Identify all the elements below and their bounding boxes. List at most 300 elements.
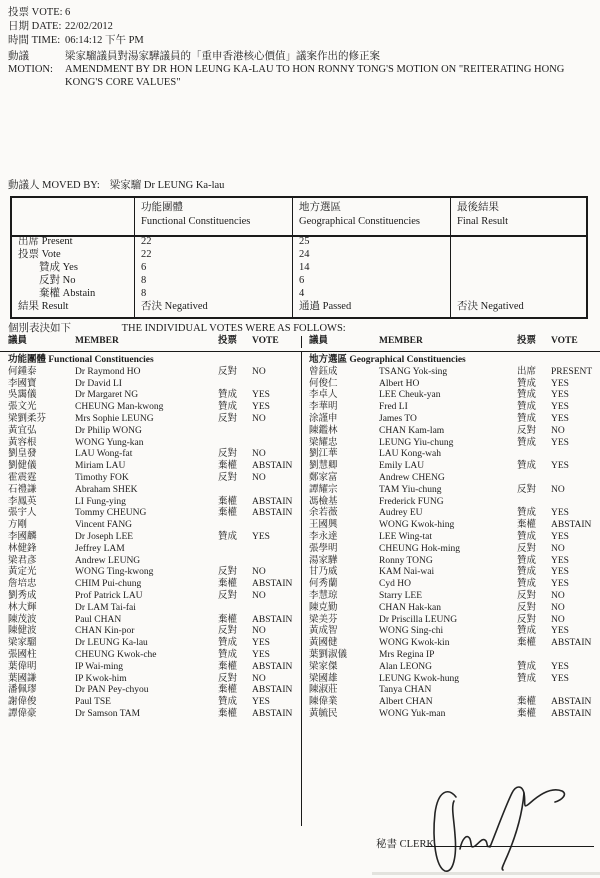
member-name-en: Mrs Regina IP — [379, 649, 435, 660]
member-name-en: James TO — [379, 413, 417, 424]
member-vote-zh: 反對 — [218, 472, 238, 483]
member-vote-en — [551, 650, 600, 662]
member-name-en: KAM Nai-wai — [379, 567, 435, 578]
member-name-en: Dr Samson TAM — [75, 708, 141, 719]
member-name-en: Abraham SHEK — [75, 484, 138, 495]
member-vote-zh: 棄權 — [218, 661, 238, 672]
vote-number-value: 6 — [65, 7, 71, 18]
member-vote-en: YES — [252, 531, 270, 542]
member-vote-zh: 贊成 — [517, 661, 537, 672]
member-name-en: CHIM Pui-chung — [75, 579, 142, 590]
member-vote-zh: 棄權 — [218, 461, 238, 472]
summary-fc-value: 8 — [141, 275, 147, 286]
summary-fc-column — [134, 198, 292, 317]
member-name-en: Prof Patrick LAU — [75, 590, 143, 601]
member-name-zh: 何秀蘭 — [309, 579, 338, 590]
member-name-en: Alan LEONG — [379, 661, 433, 672]
member-vote-row — [8, 402, 301, 414]
member-vote-row — [309, 603, 600, 615]
member-vote-en: NO — [252, 449, 266, 460]
motion-text — [65, 50, 592, 89]
member-vote-row — [309, 367, 600, 379]
member-name-en: Paul TSE — [75, 697, 111, 708]
member-vote-zh — [517, 473, 551, 485]
votes-body — [0, 352, 600, 826]
member-vote-zh — [517, 497, 551, 509]
member-vote-en — [252, 485, 301, 497]
member-name-zh: 梁美芬 — [309, 614, 338, 625]
motion-block — [8, 50, 592, 89]
member-name-en: TAM Yiu-chung — [379, 484, 442, 495]
member-vote-en: ABSTAIN — [551, 638, 592, 649]
member-vote-row — [8, 473, 301, 485]
member-vote-row — [8, 591, 301, 603]
summary-gc-header-en: Geographical Constituencies — [299, 216, 421, 227]
member-name-zh: 李卓人 — [309, 390, 338, 401]
member-name-zh: 霍震霆 — [8, 472, 37, 483]
member-vote-zh: 反對 — [218, 673, 238, 684]
member-vote-row — [309, 426, 600, 438]
member-vote-en — [252, 520, 301, 532]
member-vote-en — [551, 497, 600, 509]
member-name-zh: 陳鑑林 — [309, 425, 338, 436]
member-name-en: WONG Yuk-man — [379, 708, 446, 719]
member-vote-en: NO — [551, 590, 565, 601]
member-name-zh: 涂謹申 — [309, 413, 338, 424]
member-vote-zh — [218, 544, 252, 556]
member-name-zh: 劉慧卿 — [309, 461, 338, 472]
member-vote-row — [8, 379, 301, 391]
member-vote-row — [8, 426, 301, 438]
member-name-zh: 詹培忠 — [8, 579, 37, 590]
member-vote-row — [8, 390, 301, 402]
member-vote-en — [252, 556, 301, 568]
summary-final-value — [451, 248, 586, 261]
scan-edge-artifact — [372, 872, 600, 875]
member-vote-en — [252, 426, 301, 438]
member-name-en: Audrey EU — [379, 508, 423, 519]
individual-heading-zh: 個別表決如下 — [8, 323, 71, 334]
member-vote-en: YES — [551, 413, 569, 424]
member-vote-en: YES — [252, 390, 270, 401]
mover-name: 梁家騮 Dr LEUNG Ka-lau — [109, 180, 225, 191]
member-name-zh: 張學明 — [309, 543, 338, 554]
member-vote-en: NO — [551, 484, 565, 495]
member-vote-en: ABSTAIN — [252, 496, 293, 507]
member-vote-row — [309, 402, 600, 414]
member-name-zh: 梁家傑 — [309, 661, 338, 672]
member-vote-en: ABSTAIN — [252, 508, 293, 519]
summary-header-separator — [12, 235, 586, 237]
member-vote-en: NO — [252, 673, 266, 684]
member-name-zh: 陳茂波 — [8, 614, 37, 625]
member-name-en: Starry LEE — [379, 590, 423, 601]
member-vote-zh: 棄權 — [218, 708, 238, 719]
member-vote-zh: 棄權 — [218, 685, 238, 696]
member-name-en: Dr Raymond HO — [75, 366, 141, 377]
member-name-en: CHAN Kin-por — [75, 626, 135, 637]
member-vote-zh: 棄權 — [517, 697, 537, 708]
member-vote-zh: 贊成 — [517, 531, 537, 542]
member-vote-zh — [218, 556, 252, 568]
member-vote-row — [8, 497, 301, 509]
member-vote-zh: 贊成 — [517, 413, 537, 424]
member-vote-zh: 反對 — [517, 614, 537, 625]
member-name-en: Tommy CHEUNG — [75, 508, 147, 519]
votes-column-headers — [0, 336, 600, 352]
member-vote-row — [8, 485, 301, 497]
summary-final-value — [451, 274, 586, 287]
member-name-zh: 潘佩璆 — [8, 685, 37, 696]
member-vote-en: NO — [252, 567, 266, 578]
col-member-zh: 議員 — [309, 336, 329, 346]
summary-fc-value: 8 — [141, 288, 147, 299]
member-name-zh: 陳淑莊 — [309, 685, 338, 696]
member-vote-row — [309, 662, 600, 674]
member-vote-en — [551, 449, 600, 461]
member-vote-en: YES — [551, 461, 569, 472]
member-vote-zh: 棄權 — [218, 579, 238, 590]
member-vote-en: YES — [551, 567, 569, 578]
member-name-zh: 李華明 — [309, 402, 338, 413]
member-vote-zh: 反對 — [218, 449, 238, 460]
member-vote-row — [8, 626, 301, 638]
member-name-zh: 劉江華 — [309, 449, 338, 460]
member-vote-en: YES — [551, 378, 569, 389]
member-vote-row — [8, 603, 301, 615]
member-vote-en: ABSTAIN — [252, 708, 293, 719]
member-name-en: Dr LEUNG Ka-lau — [75, 638, 148, 649]
member-vote-zh: 贊成 — [517, 567, 537, 578]
member-name-zh: 張文光 — [8, 402, 37, 413]
summary-row-label: 出席 Present — [18, 236, 73, 247]
member-name-en: Albert HO — [379, 378, 420, 389]
individual-votes-heading — [8, 320, 346, 335]
member-vote-zh: 反對 — [218, 590, 238, 601]
member-vote-en: ABSTAIN — [551, 520, 592, 531]
member-vote-row — [8, 520, 301, 532]
summary-fc-value: 22 — [141, 236, 152, 247]
member-vote-en: YES — [252, 638, 270, 649]
member-vote-zh — [218, 438, 252, 450]
member-name-en: Ronny TONG — [379, 555, 433, 566]
summary-gc-header-zh: 地方選區 — [299, 202, 341, 213]
summary-row-labels-column — [12, 198, 134, 317]
member-name-en: Andrew CHENG — [379, 472, 445, 483]
member-name-zh: 張國柱 — [8, 649, 37, 660]
member-vote-zh: 反對 — [218, 366, 238, 377]
member-vote-en: NO — [551, 425, 565, 436]
summary-final-value — [451, 287, 586, 300]
member-name-en: Dr David LI — [75, 378, 122, 389]
member-vote-zh: 贊成 — [517, 555, 537, 566]
member-name-zh: 劉健儀 — [8, 461, 37, 472]
member-name-zh: 李國寶 — [8, 378, 37, 389]
member-name-zh: 黃成智 — [309, 626, 338, 637]
member-name-zh: 陳克勤 — [309, 602, 338, 613]
member-vote-row — [8, 438, 301, 450]
member-name-zh: 王國興 — [309, 520, 338, 531]
member-vote-zh: 贊成 — [218, 638, 238, 649]
member-name-en: CHEUNG Hok-ming — [379, 543, 461, 554]
member-name-en: Dr Joseph LEE — [75, 531, 134, 542]
member-vote-row — [309, 697, 600, 709]
member-vote-row — [8, 579, 301, 591]
member-vote-en: YES — [252, 697, 270, 708]
member-name-en: Frederick FUNG — [379, 496, 444, 507]
summary-row-label: 反對 No — [18, 275, 76, 286]
member-name-en: LEUNG Kwok-hung — [379, 673, 459, 684]
member-name-zh: 石禮謙 — [8, 484, 37, 495]
member-name-zh: 余若薇 — [309, 508, 338, 519]
member-name-zh: 黃定光 — [8, 567, 37, 578]
member-vote-en: NO — [252, 413, 266, 424]
member-name-en: Cyd HO — [379, 579, 411, 590]
member-name-zh: 黃宜弘 — [8, 425, 37, 436]
member-name-en: LEE Wing-tat — [379, 531, 432, 542]
member-vote-zh: 棄權 — [218, 614, 238, 625]
member-vote-row — [8, 414, 301, 426]
member-vote-row — [309, 591, 600, 603]
member-vote-row — [8, 650, 301, 662]
col-member-en: MEMBER — [379, 336, 423, 346]
member-name-zh: 李國麟 — [8, 531, 37, 542]
member-name-en: Fred LI — [379, 402, 408, 413]
member-name-en: TSANG Yok-sing — [379, 366, 448, 377]
member-name-en: WONG Yung-kan — [75, 437, 144, 448]
col-vote-en: VOTE — [551, 336, 578, 346]
member-vote-row — [309, 544, 600, 556]
member-vote-en: NO — [252, 590, 266, 601]
summary-row-label: 結果 Result — [18, 301, 69, 312]
member-name-zh: 葉國謙 — [8, 673, 37, 684]
member-vote-zh — [517, 449, 551, 461]
member-name-en: Miriam LAU — [75, 461, 126, 472]
member-name-en: Andrew LEUNG — [75, 555, 141, 566]
signature-line — [426, 846, 594, 847]
member-name-zh: 謝偉俊 — [8, 697, 37, 708]
member-vote-zh — [517, 685, 551, 697]
member-vote-en: YES — [551, 508, 569, 519]
member-vote-row — [309, 414, 600, 426]
member-vote-en: NO — [551, 543, 565, 554]
member-vote-row — [309, 461, 600, 473]
member-vote-zh: 反對 — [218, 413, 238, 424]
summary-table — [10, 196, 588, 319]
member-vote-zh: 反對 — [218, 567, 238, 578]
member-name-zh: 何鍾泰 — [8, 366, 37, 377]
member-vote-zh: 贊成 — [218, 531, 238, 542]
summary-row-label: 投票 Vote — [18, 249, 61, 260]
member-vote-row — [309, 650, 600, 662]
member-vote-zh: 贊成 — [517, 579, 537, 590]
member-name-en: LAU Kong-wah — [379, 449, 442, 460]
member-vote-en: ABSTAIN — [252, 579, 293, 590]
member-vote-en: ABSTAIN — [252, 461, 293, 472]
member-vote-zh — [218, 603, 252, 615]
col-member-en: MEMBER — [75, 336, 119, 346]
member-vote-en: ABSTAIN — [551, 697, 592, 708]
member-name-en: CHAN Hak-kan — [379, 602, 442, 613]
member-vote-en: YES — [551, 555, 569, 566]
member-name-en: IP Wai-ming — [75, 661, 124, 672]
member-vote-row — [309, 556, 600, 568]
individual-heading-en: THE INDIVIDUAL VOTES WERE AS FOLLOWS: — [121, 323, 346, 334]
member-vote-en: YES — [551, 402, 569, 413]
member-vote-zh: 贊成 — [218, 402, 238, 413]
member-vote-row — [309, 497, 600, 509]
member-name-zh: 譚偉豪 — [8, 708, 37, 719]
member-name-en: WONG Kwok-kin — [379, 638, 450, 649]
member-vote-en: NO — [252, 626, 266, 637]
member-vote-row — [8, 461, 301, 473]
member-name-zh: 李鳳英 — [8, 496, 37, 507]
member-vote-row — [309, 579, 600, 591]
member-vote-zh: 贊成 — [517, 378, 537, 389]
member-name-en: Timothy FOK — [75, 472, 129, 483]
summary-fc-value: 22 — [141, 249, 152, 260]
member-name-zh: 曾鈺成 — [309, 366, 338, 377]
member-vote-zh: 棄權 — [218, 496, 238, 507]
member-name-zh: 陳偉業 — [309, 697, 338, 708]
member-vote-zh: 棄權 — [517, 520, 537, 531]
member-name-en: CHEUNG Kwok-che — [75, 649, 157, 660]
member-vote-zh — [218, 426, 252, 438]
vote-number-label: 投票 VOTE: — [8, 7, 63, 18]
member-name-zh: 黃容根 — [8, 437, 37, 448]
member-vote-row — [309, 674, 600, 686]
member-vote-en: ABSTAIN — [551, 708, 592, 719]
member-vote-row — [309, 449, 600, 461]
member-name-zh: 劉秀成 — [8, 590, 37, 601]
summary-fc-value: 6 — [141, 262, 147, 273]
summary-gc-value: 24 — [299, 249, 310, 260]
member-vote-en: NO — [252, 366, 266, 377]
member-vote-en: YES — [551, 390, 569, 401]
moved-by-line — [8, 177, 224, 192]
member-vote-zh — [517, 650, 551, 662]
member-vote-zh: 出席 — [517, 366, 537, 377]
member-vote-en: YES — [252, 649, 270, 660]
clerk-label: 秘書 CLERK — [376, 839, 435, 850]
member-vote-row — [309, 520, 600, 532]
member-vote-en — [252, 379, 301, 391]
member-vote-row — [309, 390, 600, 402]
col-member-zh: 議員 — [8, 336, 28, 346]
member-vote-row — [8, 508, 301, 520]
member-name-zh: 梁劉柔芬 — [8, 413, 47, 424]
member-vote-en — [252, 603, 301, 615]
member-vote-zh: 贊成 — [517, 626, 537, 637]
member-vote-en — [551, 685, 600, 697]
member-name-zh: 李永達 — [309, 531, 338, 542]
motion-text-zh: 梁家騮議員對湯家驊議員的「重申香港核心價值」議案作出的修正案 — [65, 51, 380, 62]
member-vote-en: ABSTAIN — [252, 685, 293, 696]
member-vote-row — [309, 685, 600, 697]
member-name-en: WONG Sing-chi — [379, 626, 444, 637]
member-vote-en — [252, 544, 301, 556]
clerk-signature — [412, 783, 582, 875]
member-name-en: LAU Wong-fat — [75, 449, 133, 460]
member-name-en: Dr Margaret NG — [75, 390, 139, 401]
summary-fc-header-en: Functional Constituencies — [141, 216, 251, 227]
member-name-zh: 湯家驊 — [309, 555, 338, 566]
summary-fc-header-zh: 功能團體 — [141, 202, 183, 213]
member-name-zh: 張宇人 — [8, 508, 37, 519]
member-name-en: LEUNG Yiu-chung — [379, 437, 454, 448]
motion-label: 動議 MOTION: — [8, 51, 53, 75]
member-name-zh: 方剛 — [8, 520, 28, 531]
member-name-zh: 吳靄儀 — [8, 390, 37, 401]
member-vote-zh: 贊成 — [517, 461, 537, 472]
member-vote-en: YES — [551, 531, 569, 542]
member-vote-row — [8, 449, 301, 461]
member-name-en: Dr Philip WONG — [75, 425, 142, 436]
member-vote-row — [8, 567, 301, 579]
member-vote-zh: 棄權 — [517, 638, 537, 649]
member-vote-row — [309, 485, 600, 497]
member-name-zh: 林健鋒 — [8, 543, 37, 554]
member-vote-row — [309, 508, 600, 520]
member-name-zh: 葉偉明 — [8, 661, 37, 672]
member-name-en: LEE Cheuk-yan — [379, 390, 441, 401]
member-vote-row — [8, 662, 301, 674]
member-vote-zh: 贊成 — [218, 649, 238, 660]
moved-by-label: 動議人 MOVED BY: — [8, 180, 100, 191]
member-name-zh: 黃毓民 — [309, 708, 338, 719]
member-name-zh: 劉皇發 — [8, 449, 37, 460]
member-name-en: IP Kwok-him — [75, 673, 127, 684]
votes-header-right — [302, 336, 600, 348]
date-value: 22/02/2012 — [65, 21, 113, 32]
member-vote-en: YES — [551, 661, 569, 672]
summary-gc-value: 通過 Passed — [299, 301, 352, 312]
member-vote-en: PRESENT — [551, 366, 593, 377]
summary-final-header — [451, 198, 586, 235]
member-name-en: CHAN Kam-lam — [379, 425, 445, 436]
member-name-zh: 林大輝 — [8, 602, 37, 613]
geographical-section-title: 地方選區 Geographical Constituencies — [309, 354, 466, 365]
member-vote-zh: 棄權 — [517, 708, 537, 719]
member-vote-row — [309, 379, 600, 391]
member-name-en: CHEUNG Man-kwong — [75, 402, 164, 413]
member-vote-zh: 贊成 — [218, 390, 238, 401]
member-name-zh: 馮檢基 — [309, 496, 338, 507]
member-name-en: Emily LAU — [379, 461, 425, 472]
member-vote-row — [309, 626, 600, 638]
member-vote-en: ABSTAIN — [252, 661, 293, 672]
member-vote-zh: 贊成 — [517, 402, 537, 413]
member-vote-row — [309, 567, 600, 579]
summary-gc-value: 14 — [299, 262, 310, 273]
member-vote-row — [8, 532, 301, 544]
member-vote-zh: 贊成 — [517, 390, 537, 401]
date-label: 日期 DATE: — [8, 21, 62, 32]
member-vote-en: YES — [551, 673, 569, 684]
functional-constituencies-list — [0, 352, 302, 826]
member-vote-zh: 反對 — [218, 626, 238, 637]
member-name-en: Jeffrey LAM — [75, 543, 125, 554]
member-vote-en: NO — [551, 602, 565, 613]
member-vote-row — [309, 615, 600, 627]
col-vote-zh: 投票 — [517, 336, 537, 346]
member-name-zh: 陳健波 — [8, 626, 37, 637]
member-vote-zh: 贊成 — [517, 508, 537, 519]
member-name-zh: 梁耀忠 — [309, 437, 338, 448]
summary-gc-value: 6 — [299, 275, 305, 286]
member-vote-row — [8, 544, 301, 556]
member-vote-zh: 贊成 — [218, 697, 238, 708]
